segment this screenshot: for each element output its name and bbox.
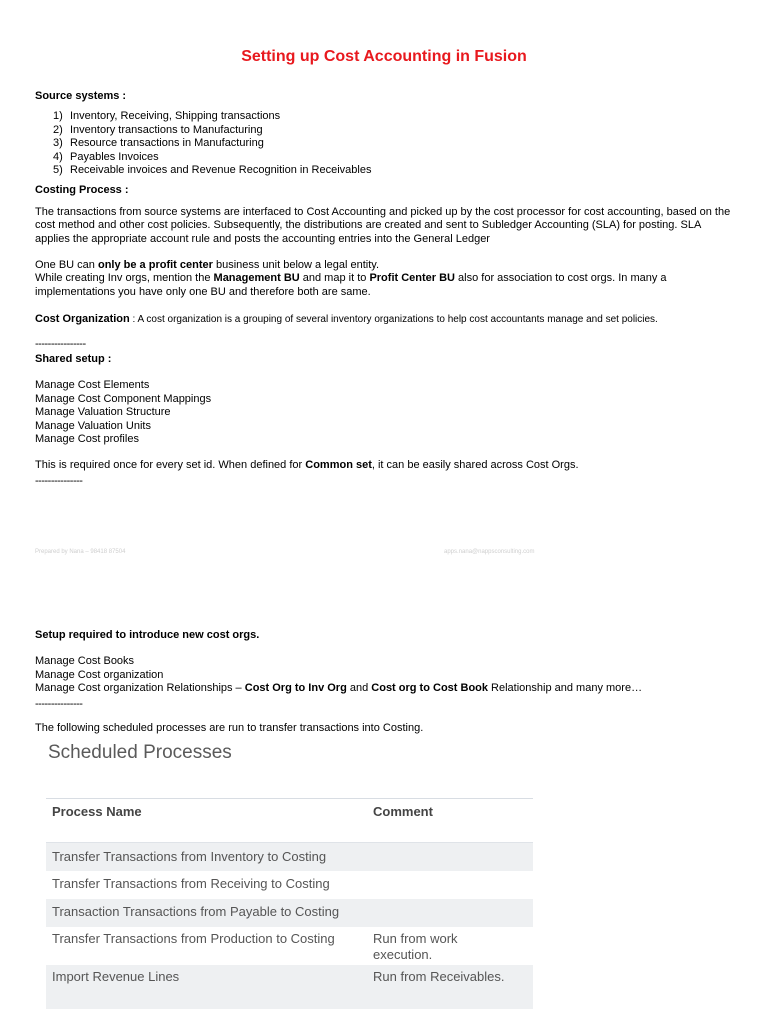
new-cost-orgs-heading: Setup required to introduce new cost orgs. bbox=[35, 629, 260, 641]
list-item: Manage Cost Elements bbox=[35, 379, 150, 392]
costing-process-body: The transactions from source systems are interfaced to Cost Accounting and picked up by the cost processor for cost accounting, based on the cost method and other cost policies. Subsequently, the distributions are created and sent to Subledger Accounting (SLA) for posting. SLA applies the appropriate account rule and posts the accounting entries into the General Ledger bbox=[35, 206, 731, 245]
source-systems-list bbox=[35, 110, 735, 177]
cost-organization-term: Cost Organization bbox=[35, 313, 130, 325]
table-row: Transfer Transactions from Receiving to Costing bbox=[52, 876, 330, 891]
table-row: Transfer Transactions from Production to Costing Run from work execution. bbox=[52, 931, 458, 962]
list-item: 5) Receivable invoices and Revenue Recognition in Receivables bbox=[53, 164, 372, 177]
footer-email: apps.nana@nappsconsulting.com bbox=[444, 549, 535, 555]
list-item: 1) Inventory, Receiving, Shipping transactions bbox=[53, 110, 281, 123]
footer-prepared-by: Prepared by Nana – 98418 87504 bbox=[35, 549, 126, 555]
page-title: Setting up Cost Accounting in Fusion bbox=[241, 48, 527, 65]
bu-paragraph: One BU can only be a profit center business unit below a legal entity. While creating Inv orgs, mention the Management BU and map it to Profit Center BU also for association to cost orgs. In many a implementations you have only one BU and therefore both are same. bbox=[35, 259, 667, 298]
list-item: Manage Cost profiles bbox=[35, 433, 139, 446]
new-cost-orgs-section bbox=[35, 629, 735, 696]
scheduled-processes-title: Scheduled Processes bbox=[48, 742, 232, 763]
divider-dashes: --------------- bbox=[35, 698, 83, 710]
list-item: Manage Cost Books bbox=[35, 655, 135, 668]
column-header-comment: Comment bbox=[373, 804, 433, 819]
list-item: Manage Cost Component Mappings bbox=[35, 392, 212, 405]
list-item: 4) Payables Invoices bbox=[53, 150, 159, 163]
scheduled-processes-table bbox=[46, 798, 533, 1009]
list-item: 2) Inventory transactions to Manufacturing bbox=[53, 123, 263, 136]
list-item: Manage Cost organization Relationships – Cost Org to Inv Org and Cost org to Cost Book Relationship and many more… bbox=[35, 682, 643, 695]
list-item: Manage Valuation Structure bbox=[35, 406, 171, 419]
table-row: Transfer Transactions from Inventory to Costing bbox=[46, 843, 533, 871]
shared-setup-section bbox=[35, 353, 735, 473]
source-systems-heading: Source systems : bbox=[35, 90, 127, 102]
costing-process-heading: Costing Process : bbox=[35, 184, 129, 196]
list-item: Manage Cost organization bbox=[35, 668, 164, 681]
scheduled-intro: The following scheduled processes are run to transfer transactions into Costing. bbox=[35, 722, 424, 734]
divider-dashes: ---------------- bbox=[35, 338, 86, 350]
list-item: 3) Resource transactions in Manufacturing bbox=[53, 137, 264, 150]
cost-organization-paragraph: Cost Organization : A cost organization is a grouping of several inventory organizations to help cost accountants manage and set policies. bbox=[35, 313, 658, 325]
list-item: Manage Valuation Units bbox=[35, 419, 151, 432]
table-row: Transaction Transactions from Payable to Costing bbox=[46, 899, 533, 927]
table-row: Import Revenue Lines Run from Receivables. bbox=[46, 965, 533, 1009]
shared-setup-heading: Shared setup : bbox=[35, 353, 112, 365]
table-header-row bbox=[46, 799, 533, 843]
shared-setup-note: This is required once for every set id. When defined for Common set, it can be easily shared across Cost Orgs. bbox=[35, 459, 579, 472]
source-systems-section bbox=[35, 90, 735, 177]
divider-dashes: --------------- bbox=[35, 475, 83, 487]
column-header-process-name: Process Name bbox=[52, 804, 142, 819]
